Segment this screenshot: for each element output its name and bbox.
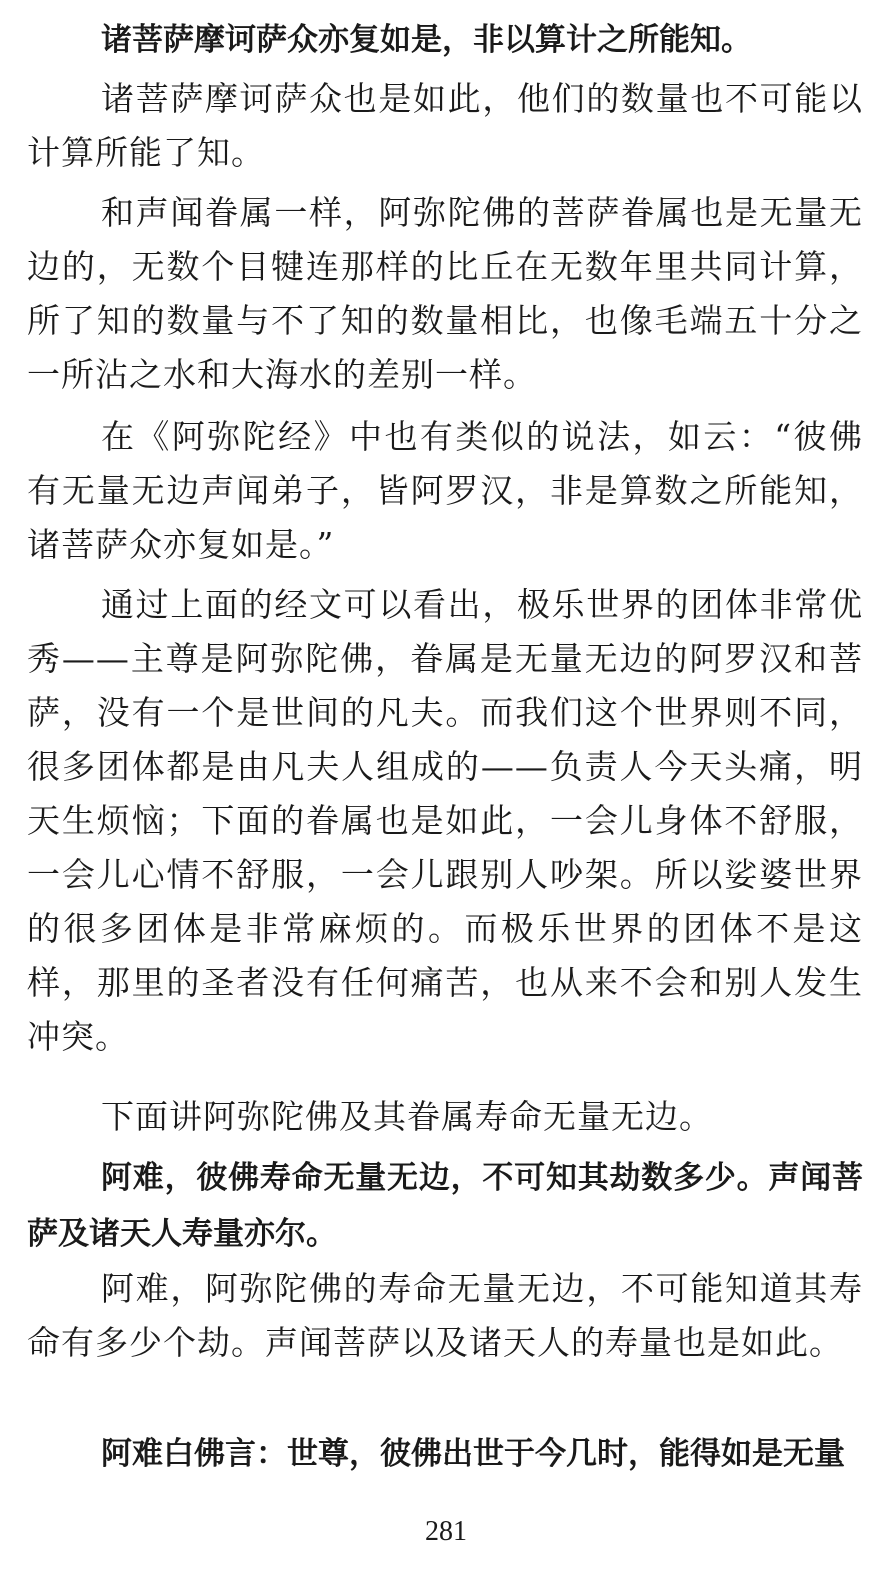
commentary-paragraph: 通过上面的经文可以看出，极乐世界的团体非常优秀——主尊是阿弥陀佛，眷属是无量无边的阿罗汉和菩萨，没有一个是世间的凡夫。而我们这个世界则不同，很多团体都是由凡夫人组成的——负责人今天头痛，明天生烦恼；下面的眷属也是如此，一会儿身体不舒服，一会儿心情不舒服，一会儿跟别人吵架。所以娑婆世界的很多团体是非常麻烦的。而极乐世界的团体不是这样，那里的圣者没有任何痛苦，也从来不会和别人发生冲突。 (27, 585, 863, 1056)
commentary-paragraph: 阿难，阿弥陀佛的寿命无量无边，不可能知道其寿命有多少个劫。声闻菩萨以及诸天人的寿量也是如此。 (27, 1269, 863, 1362)
commentary-paragraph: 在《阿弥陀经》中也有类似的说法，如云：“彼佛有无量无边声闻弟子，皆阿罗汉，非是算数之所能知，诸菩萨众亦复如是。” (27, 417, 863, 564)
commentary-paragraph: 下面讲阿弥陀佛及其眷属寿命无量无边。 (101, 1097, 713, 1136)
page-number: 281 (425, 1516, 467, 1547)
sutra-paragraph: 阿难白佛言：世尊，彼佛出世于今几时，能得如是无量 (101, 1436, 845, 1472)
commentary-paragraph: 和声闻眷属一样，阿弥陀佛的菩萨眷属也是无量无边的，无数个目犍连那样的比丘在无数年里共同计算，所了知的数量与不了知的数量相比，也像毛端五十分之一所沾之水和大海水的差别一样。 (27, 193, 863, 394)
commentary-paragraph: 诸菩萨摩诃萨众也是如此，他们的数量也不可能以计算所能了知。 (27, 79, 863, 172)
sutra-paragraph: 诸菩萨摩诃萨众亦复如是，非以算计之所能知。 (101, 22, 752, 58)
sutra-paragraph: 阿难，彼佛寿命无量无边，不可知其劫数多少。声闻菩萨及诸天人寿量亦尔。 (27, 1160, 863, 1252)
